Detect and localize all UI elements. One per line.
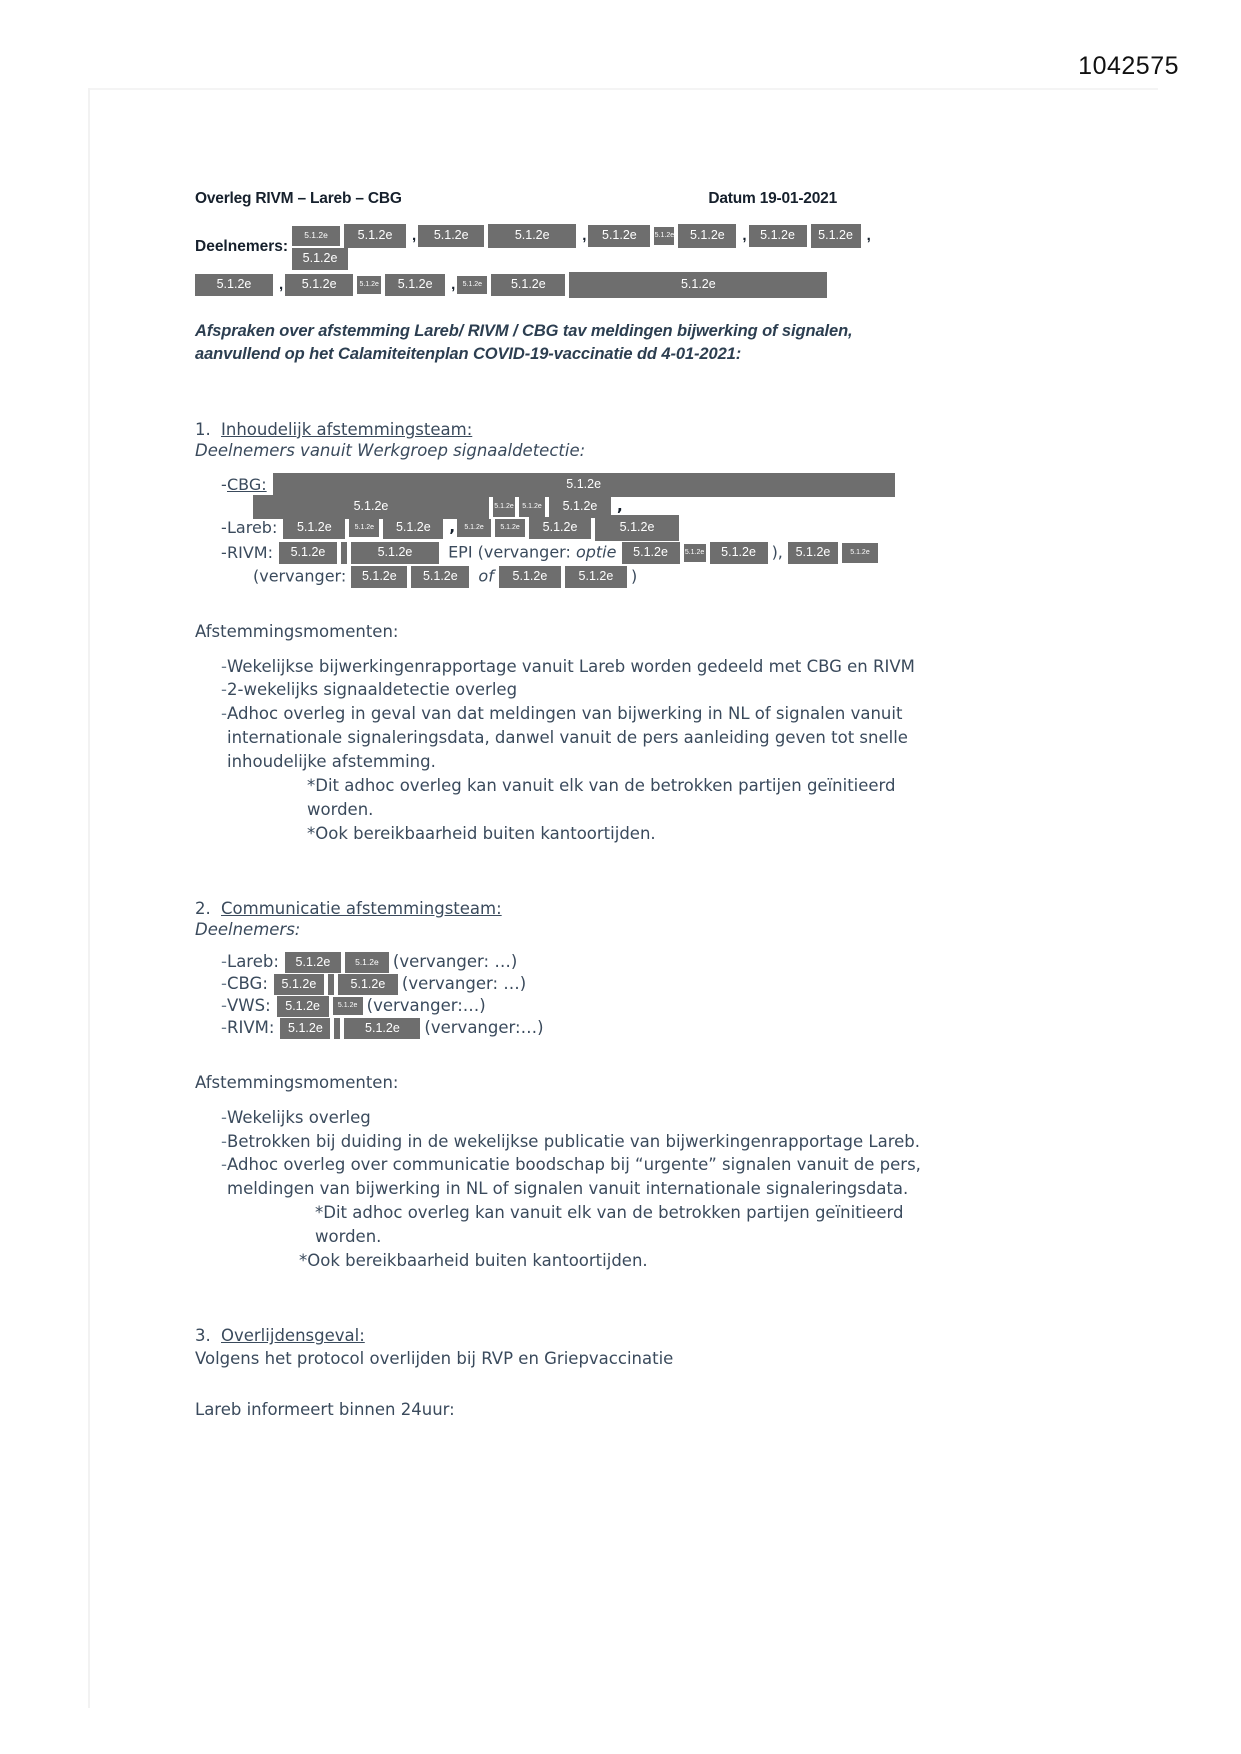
redaction-bar: 5.1.2e (457, 276, 487, 294)
role-suffix: (vervanger: …) (401, 973, 527, 993)
redaction-bar: 5.1.2e (457, 519, 491, 537)
punctuation-separator: , (279, 276, 284, 294)
document-id: 1042575 (1078, 52, 1179, 80)
redaction-bar: 5.1.2e (622, 542, 680, 564)
redaction-bar: 5.1.2e (495, 519, 525, 537)
intro-paragraph: Afspraken over afstemming Lareb/ RIVM / CBG tav meldingen bijwerking of signalen, aanvullend op het Calamiteitenplan COVID-19-vaccinatie dd 4-01-2021: (195, 322, 853, 364)
participants-block (195, 224, 925, 298)
redaction-bar: 5.1.2e (411, 566, 469, 588)
bullet-dash: - (221, 973, 227, 993)
section-3-heading (195, 1325, 925, 1346)
role-list-item (195, 974, 925, 995)
moment-list-item (195, 1130, 925, 1154)
moment-text: Adhoc overleg in geval van dat meldingen van bijwerking in NL of signalen vanuit internationale signaleringsdata, danwel vanuit de pers aanleiding geven tot snelle inhoudelijke afstemming. (227, 704, 908, 772)
role-line (227, 952, 517, 973)
section-1-note-2: *Ook bereikbaarheid buiten kantoortijden. (307, 824, 656, 843)
redaction-bar: 5.1.2e (654, 227, 674, 245)
section-2-note-1: *Dit adhoc overleg kan vanuit elk van de betrokken partijen geïnitieerd worden. (315, 1203, 904, 1247)
section-1-heading (195, 419, 925, 440)
bullet-dash: - (221, 704, 227, 724)
punctuation-separator: , (742, 227, 747, 245)
role-suffix: (vervanger:…) (424, 1017, 544, 1037)
redaction-bar: 5.1.2e (283, 517, 345, 539)
scan-edge-left (88, 88, 90, 1708)
redaction-bar: 5.1.2e (273, 473, 895, 497)
moment-list-item (195, 702, 925, 774)
role-row-rivm-continued (195, 566, 925, 588)
scan-edge-top (88, 88, 1158, 90)
moment-text: Wekelijkse bijwerkingenrapportage vanuit Lareb worden gedeeld met CBG en RIVM (227, 656, 915, 676)
role-redactions-rivm (279, 542, 882, 564)
redaction-bar: 5.1.2e (788, 542, 838, 564)
moment-list-item (195, 1153, 925, 1201)
section-3-line-2: Lareb informeert binnen 24uur: (195, 1400, 455, 1420)
bullet-dash: - (221, 995, 227, 1015)
redaction-bar: 5.1.2e (842, 543, 878, 563)
redaction-bar: 5.1.2e (277, 996, 329, 1017)
redaction-bar: 5.1.2e (351, 566, 407, 588)
redaction-bar: 5.1.2e (565, 566, 627, 588)
moment-text: Betrokken bij duiding in de wekelijkse publicatie van bijwerkingenrapportage Lareb. (227, 1131, 920, 1151)
participants-label: Deelnemers: (195, 238, 289, 256)
redaction-bar: 5.1.2e (285, 952, 341, 973)
section-1-subtitle: Deelnemers vanuit Werkgroep signaaldetectie: (195, 441, 586, 461)
role-label: CBG: (227, 973, 268, 993)
redaction-bar: 5.1.2e (349, 519, 379, 537)
participants-row-2 (195, 272, 925, 298)
participants-redactions-row-2 (195, 272, 831, 298)
role-row-cbg (195, 473, 925, 497)
punctuation-separator: , (451, 276, 456, 294)
redaction-bar: 5.1.2e (678, 224, 736, 248)
inline-text: EPI (vervanger: (442, 542, 576, 562)
redaction-bar: 5.1.2e (280, 1018, 330, 1039)
section-1-title: Inhoudelijk afstemmingsteam: (221, 419, 473, 439)
bullet-dash: - (221, 518, 227, 538)
section-2-roles (195, 952, 925, 1039)
punctuation-separator: , (582, 227, 587, 245)
redaction-bar: 5.1.2e (493, 497, 515, 517)
role-label: Lareb: (227, 951, 279, 971)
bullet-dash: - (221, 680, 227, 700)
role-suffix: (vervanger:…) (366, 995, 486, 1015)
punctuation-separator: , (449, 518, 456, 537)
section-2-heading (195, 898, 925, 919)
role-label-rivm: RIVM: (227, 543, 273, 563)
moment-text: Wekelijks overleg (227, 1107, 371, 1127)
role-label-lareb: Lareb: (227, 518, 278, 538)
redaction-bar: 5.1.2e (569, 272, 827, 298)
redaction-bar: 5.1.2e (488, 224, 576, 248)
role-list-item (195, 952, 925, 973)
bullet-dash: - (221, 475, 227, 495)
section-1-number: 1. (195, 419, 211, 439)
role-line (227, 1018, 544, 1039)
redaction-bar: 5.1.2e (253, 495, 489, 519)
document-content (195, 190, 925, 1422)
redaction-bar: 5.1.2e (529, 517, 591, 539)
redaction-bar: 5.1.2e (385, 274, 445, 296)
document-header (195, 190, 925, 208)
inline-italic-text: optie (575, 542, 617, 562)
redaction-bar: 5.1.2e (344, 1018, 420, 1039)
participants-row-1 (195, 224, 925, 270)
section-2-moments-list (195, 1106, 925, 1202)
punctuation-separator: , (866, 227, 871, 245)
role-list-item (195, 1018, 925, 1039)
redaction-bar: 5.1.2e (383, 517, 443, 539)
redaction-bar: 5.1.2e (333, 997, 363, 1015)
bullet-dash: - (221, 1017, 227, 1037)
redaction-bar: 5.1.2e (338, 974, 398, 995)
meeting-title: Overleg RIVM – Lareb – CBG (195, 190, 402, 207)
redaction-bar: 5.1.2e (357, 276, 381, 294)
redaction-bar: 5.1.2e (279, 542, 337, 564)
punctuation-separator: , (617, 497, 623, 516)
redaction-bar: 5.1.2e (499, 566, 561, 588)
inline-text: (vervanger: (253, 566, 352, 586)
redaction-bar: 5.1.2e (749, 225, 807, 247)
redaction-bar: 5.1.2e (710, 542, 768, 564)
bullet-dash: - (221, 543, 227, 563)
role-line (227, 996, 486, 1017)
redaction-bar: 5.1.2e (195, 274, 273, 296)
section-1-roles (195, 473, 925, 588)
redaction-bar: 5.1.2e (285, 274, 353, 296)
role-suffix: (vervanger: …) (392, 951, 518, 971)
redaction-bar: 5.1.2e (351, 542, 439, 564)
role-row-rivm (195, 542, 925, 564)
role-label: VWS: (227, 995, 271, 1015)
section-2-number: 2. (195, 898, 211, 918)
redaction-bar (334, 1018, 340, 1039)
section-2-title: Communicatie afstemmingsteam: (221, 898, 502, 918)
redaction-bar: 5.1.2e (549, 496, 611, 518)
redaction-bar: 5.1.2e (519, 497, 545, 517)
redaction-bar (341, 542, 347, 564)
role-list-item (195, 996, 925, 1017)
section-2-moments-label: Afstemmingsmomenten: (195, 1072, 399, 1092)
redaction-bar: 5.1.2e (811, 224, 861, 248)
moment-list-item (195, 1106, 925, 1130)
role-label-cbg: CBG: (227, 475, 267, 495)
section-3-line-1: Volgens het protocol overlijden bij RVP en Griepvaccinatie (195, 1348, 674, 1368)
punctuation-separator: , (412, 227, 417, 245)
bullet-dash: - (221, 656, 227, 676)
role-line (227, 974, 526, 995)
inline-italic-text: of (478, 566, 494, 586)
section-1-moments-label: Afstemmingsmomenten: (195, 621, 399, 641)
bullet-dash: - (221, 1155, 227, 1175)
redaction-bar (328, 974, 334, 995)
bullet-dash: - (221, 951, 227, 971)
section-1-note-1: *Dit adhoc overleg kan vanuit elk van de betrokken partijen geïnitieerd worden. (307, 776, 896, 820)
redaction-bar: 5.1.2e (595, 515, 679, 541)
inline-text: ) (630, 566, 638, 586)
bullet-dash: - (221, 1131, 227, 1151)
redaction-bar: 5.1.2e (344, 224, 406, 248)
role-label: RIVM: (227, 1017, 275, 1037)
bullet-dash: - (221, 1107, 227, 1127)
moment-text: Adhoc overleg over communicatie boodschap bij “urgente” signalen vanuit de pers, meldingen van bijwerking in NL of signalen vanuit internationale signaleringsdata. (227, 1155, 921, 1199)
section-3-title: Overlijdensgeval: (221, 1326, 365, 1346)
inline-text: ), (771, 542, 788, 562)
moment-list-item (195, 678, 925, 702)
redaction-bar: 5.1.2e (345, 952, 389, 973)
section-2-subtitle: Deelnemers: (195, 920, 301, 940)
redaction-bar: 5.1.2e (491, 274, 565, 296)
section-3-number: 3. (195, 1326, 211, 1346)
section-1-moments-list (195, 655, 925, 775)
role-redactions-lareb (283, 515, 683, 541)
role-redactions-cbg (273, 473, 899, 497)
role-row-lareb (195, 515, 925, 541)
redaction-bar: 5.1.2e (418, 225, 484, 247)
redaction-bar: 5.1.2e (274, 974, 324, 995)
moment-list-item (195, 655, 925, 679)
participants-redactions-row-1 (292, 224, 925, 270)
redaction-bar: 5.1.2e (292, 248, 348, 270)
meeting-date: Datum 19-01-2021 (708, 190, 837, 207)
redaction-bar: 5.1.2e (684, 544, 706, 562)
redaction-bar: 5.1.2e (292, 226, 340, 246)
redaction-bar: 5.1.2e (588, 225, 650, 247)
moment-text: 2-wekelijks signaaldetectie overleg (227, 680, 518, 700)
section-2-note-2: *Ook bereikbaarheid buiten kantoortijden. (299, 1251, 648, 1271)
role-redactions-rivm-2 (253, 566, 637, 588)
